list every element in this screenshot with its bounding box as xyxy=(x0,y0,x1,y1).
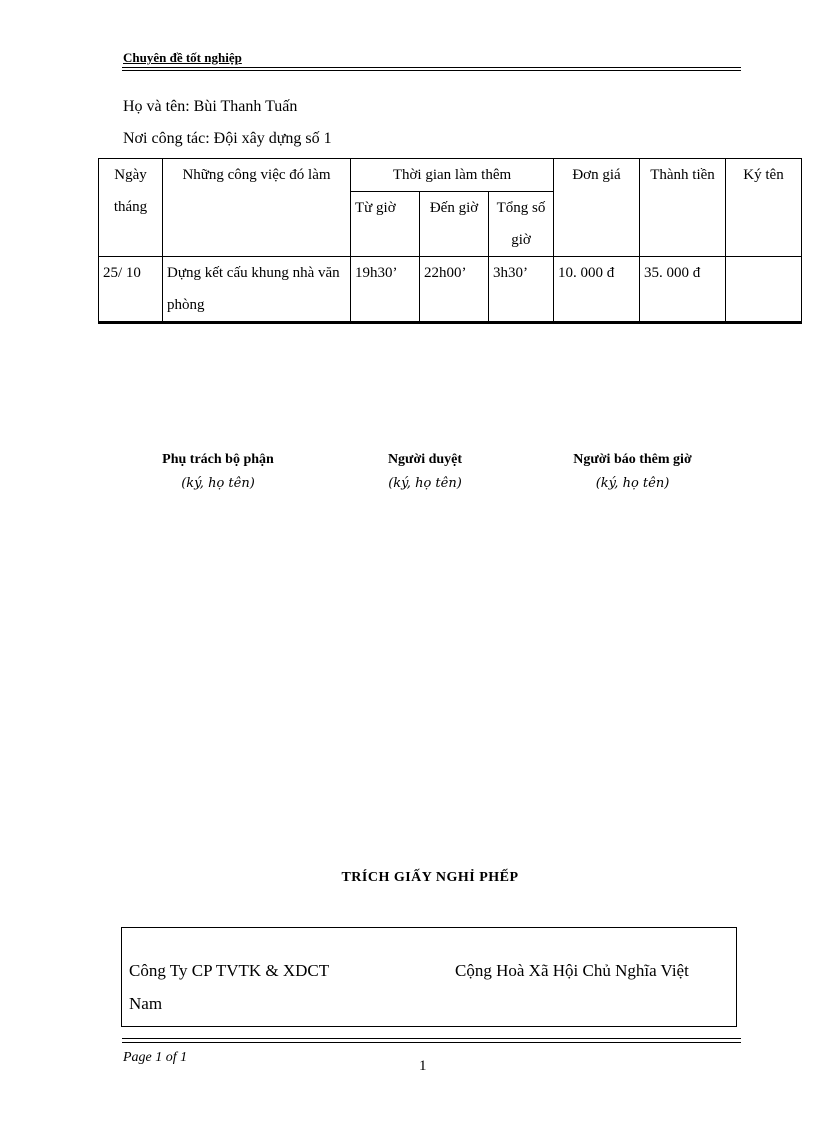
table-row xyxy=(99,323,802,324)
document-header-title: Chuyên đề tốt nghiệp xyxy=(123,50,242,65)
header-unit-price: Đơn giá xyxy=(554,159,640,257)
footer-rule-top xyxy=(122,1038,741,1039)
cell-total: 3h30’ xyxy=(489,257,554,322)
cell-signature xyxy=(726,257,802,322)
signature-role: Phụ trách bộ phận xyxy=(162,452,274,467)
cell-amount: 35. 000 đ xyxy=(640,257,726,322)
footer-page-label: Page 1 of 1 xyxy=(123,1050,188,1065)
signature-role: Người duyệt xyxy=(387,452,463,467)
republic-name-continued: Nam xyxy=(129,994,163,1013)
cell-to xyxy=(420,323,489,324)
leave-form-box xyxy=(121,927,737,1027)
signature-department-head xyxy=(128,452,308,491)
table-header-row xyxy=(99,159,802,192)
header-signature: Ký tên xyxy=(726,159,802,257)
cell-work xyxy=(163,323,351,324)
republic-name: Cộng Hoà Xã Hội Chủ Nghĩa Việt xyxy=(455,961,689,980)
header-to: Đến giờ xyxy=(420,192,489,257)
header-rule-bottom xyxy=(122,70,741,71)
company-name: Công Ty CP TVTK & XDCT xyxy=(129,961,330,980)
cell-unit-price xyxy=(554,323,640,324)
workplace: Nơi công tác: Đội xây dựng số 1 xyxy=(123,130,332,147)
cell-amount xyxy=(640,323,726,324)
cell-date xyxy=(99,323,163,324)
cell-from xyxy=(351,323,420,324)
header-amount: Thành tiền xyxy=(640,159,726,257)
header-rule-top xyxy=(122,67,741,68)
signature-approver xyxy=(345,452,505,491)
signature-note: (ký, họ tên) xyxy=(181,476,255,491)
cell-signature xyxy=(726,323,802,324)
cell-unit-price: 10. 000 đ xyxy=(554,257,640,322)
signature-role: Người báo thêm giờ xyxy=(573,452,692,467)
signature-note: (ký, họ tên) xyxy=(595,476,670,491)
footer-rule-bottom xyxy=(122,1042,741,1043)
cell-to: 22h00’ xyxy=(420,257,489,322)
header-work: Những công việc đó làm xyxy=(163,159,351,257)
table-row xyxy=(99,257,802,322)
cell-from: 19h30’ xyxy=(351,257,420,322)
header-overtime: Thời gian làm thêm xyxy=(351,159,554,192)
header-from: Từ giờ xyxy=(351,192,420,257)
section-title: TRÍCH GIẤY NGHỈ PHẾP xyxy=(341,870,519,885)
footer-page-number: 1 xyxy=(419,1058,427,1074)
signature-note: (ký, họ tên) xyxy=(388,476,462,491)
signature-reporter xyxy=(540,452,725,491)
header-total: Tổng số giờ xyxy=(489,192,554,257)
cell-work: Dựng kết cấu khung nhà văn phòng xyxy=(163,257,351,322)
overtime-table xyxy=(98,158,802,324)
employee-name: Họ và tên: Bùi Thanh Tuấn xyxy=(123,98,298,115)
header-date: Ngày tháng xyxy=(99,159,163,257)
cell-date: 25/ 10 xyxy=(99,257,163,322)
cell-total xyxy=(489,323,554,324)
